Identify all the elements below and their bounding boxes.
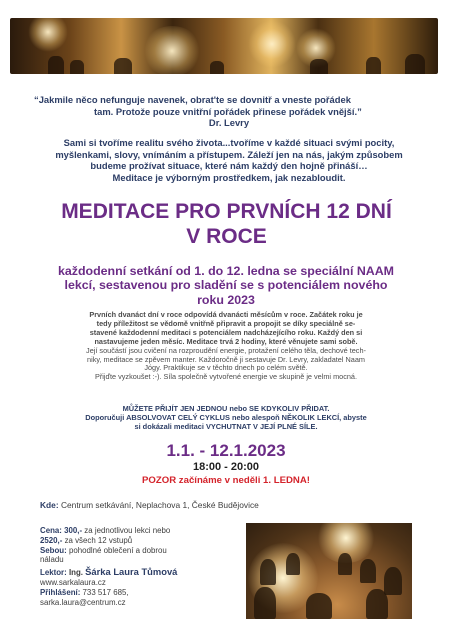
header-photo (10, 18, 438, 74)
subtitle-line: roku 2023 (197, 292, 255, 307)
page-title (20, 199, 433, 249)
notice-line: MŮŽETE PŘIJÍT JEN JEDNOU nebo SE KDYKOLIV PŘIDAT. (122, 404, 330, 413)
intro-line: Meditace je výborným prostředkem, jak nezabloudit. (112, 171, 346, 183)
price-row (40, 526, 230, 536)
lecturer-prefix: Ing. (66, 568, 86, 578)
description-line: niky, meditace se zpěvem manter. Každoročně ji sestavuje Dr. Levry, zakladatel Naam (87, 354, 365, 364)
start-warning: POZOR začínáme v neděli 1. LEDNA! (142, 475, 310, 486)
bring-row (40, 546, 230, 556)
quote-line: tam. Protože pouze vnitřní pořádek přinese pořádek vnější.” (94, 105, 362, 117)
price-full-value: za všech 12 vstupů (62, 535, 133, 545)
description-line: nastavujeme jeden měsíc. Meditace trvá 2 hodiny, které věnujete sami sobě. (94, 336, 358, 346)
signup-row (40, 588, 230, 598)
intro-paragraph (34, 137, 424, 183)
details-column (40, 526, 230, 607)
quote-author: Dr. Levry (208, 117, 250, 129)
phone-number[interactable]: 733 517 685, (80, 587, 129, 597)
bring-label: Sebou: (40, 545, 67, 555)
subtitle-line: každodenní setkání od 1. do 12. ledna se speciální NAAM (57, 264, 394, 278)
description-line: stavené každodenní meditaci s potenciálem nadcházejícího roku. Každý den si (89, 327, 363, 337)
intro-line: Sami si tvoříme realitu svého života...tvoříme v každé situaci svými pocity, (63, 137, 395, 148)
lecturer-row (40, 567, 230, 578)
description-line: Její součástí jsou cvičení na rozproudění energie, protažení celého těla, dechové tech- (86, 345, 366, 355)
price-full: 2520,- (40, 535, 63, 545)
lecturer-name: Šárka Laura Tůmová (85, 566, 178, 578)
description-paragraph (50, 311, 402, 382)
signup-label: Přihlášení: (40, 587, 81, 597)
subtitle-line: lekcí, sestavenou pro sladění se s potenciálem nového (64, 278, 388, 293)
bring-value: pohodlné oblečení a dobrou (66, 545, 167, 555)
location-value: Centrum setkávání, Neplachova 1, České Budějovice (58, 500, 259, 510)
title-line: MEDITACE PRO PRVNÍCH 12 DNÍ (61, 200, 392, 223)
description-line: Přijďte vyzkoušet :-). Síla společně vytvořené energie ve skupině je velmi mocná. (94, 372, 358, 382)
notice-block (50, 404, 402, 432)
event-time: 18:00 - 20:00 (192, 461, 260, 473)
price-value: za jednotlivou lekci nebo (82, 526, 171, 535)
bring-value-2: náladu (40, 555, 64, 565)
intro-line: budeme prožívat situace, které nám každý den hojně přináší… (90, 160, 368, 172)
notice-line: Doporučuji ABSOLVOVAT CELÝ CYKLUS nebo alespoň NĚKOLIK LEKCÍ, abyste (85, 413, 367, 423)
price-label: Cena: 300,- (40, 526, 83, 535)
subtitle (46, 264, 406, 307)
email-link[interactable]: sarka.laura@centrum.cz (40, 597, 126, 607)
location-row (40, 501, 259, 511)
notice-line: si dokázali meditaci VYCHUTNAT V JEJÍ PLNÉ SÍLE. (134, 422, 318, 432)
intro-line: myšlenkami, slovy, vnímáním a přístupem. Záleží jen na nás, jakým způsobem (55, 148, 403, 160)
description-line: tedy příležitost se vědomě vnitřně připravit a propojit se díky speciálně se- (96, 318, 356, 328)
lecturer-label: Lektor: (40, 568, 67, 578)
price-row-2 (40, 536, 230, 546)
description-line: Jógy. Praktikuje se v těchto dnech po celém světě. (144, 363, 308, 373)
title-line: V ROCE (186, 225, 267, 248)
meditation-photo (246, 523, 412, 619)
location-label: Kde: (40, 500, 59, 510)
description-line: Prvních dvanáct dní v roce odpovídá dvanácti měsícům v roce. Začátek roku je (89, 310, 363, 319)
event-dates: 1.1. - 12.1.2023 (166, 441, 286, 460)
quote-block (34, 94, 424, 129)
quote-line: “Jakmile něco nefunguje navenek, obrat'te se dovnitř a vneste pořádek (34, 94, 351, 105)
website-link[interactable]: www.sarkalaura.cz (40, 577, 106, 587)
